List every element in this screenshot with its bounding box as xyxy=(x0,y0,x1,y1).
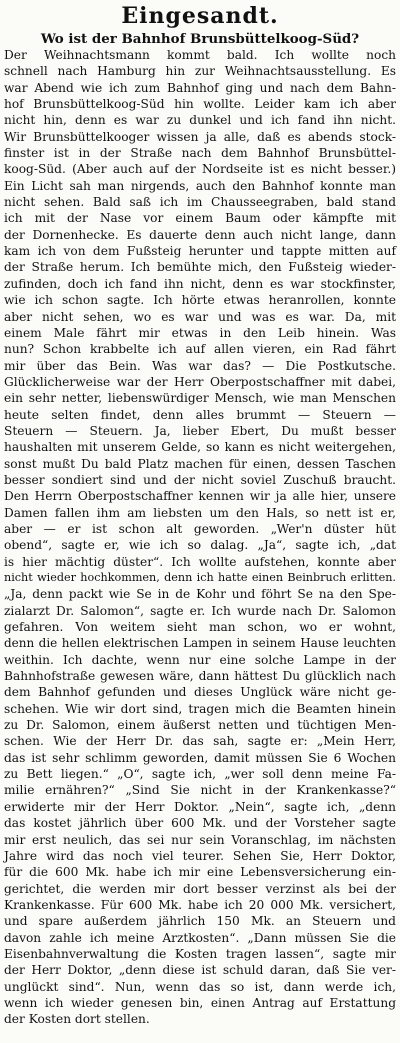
article-line: davon zahle ich meine Arztkosten“. „Dann müssen Sie die xyxy=(4,930,396,945)
article-line: mir über das Bein. Was war das? — Die Postkutsche. xyxy=(4,358,396,373)
article-line: mir erst neulich, das sei nur sein Voranschlag, im nächsten xyxy=(4,832,396,847)
article-line: das kostet jährlich über 600 Mk. und der Vorsteher sagte xyxy=(4,816,396,831)
article-line: gefahren. Von weitem sieht man schon, wo er wohnt, xyxy=(4,620,396,635)
article-line: war Abend wie ich zum Bahnhof ging und nach dem Bahn- xyxy=(4,80,396,95)
article-line: Eisenbahnverwaltung die Kosten tragen lassen“, sagte mir xyxy=(4,946,396,961)
article-line: kam ich von dem Fußsteig herunter und tappte mitten auf xyxy=(4,244,396,259)
article-line: Den Herrn Oberpostschaffner kennen wir ja alle hier, unsere xyxy=(4,489,396,504)
article-line: finster ist in der Straße nach dem Bahnhof Brunsbüttel- xyxy=(4,146,396,161)
article-line: schehen. Wie wir dort sind, tragen mich die Beamten hinein xyxy=(4,701,396,716)
article-subheading: Wo ist der Bahnhof Brunsbüttelkoog-Süd? xyxy=(40,31,360,47)
article-line: Wir Brunsbüttelkooger wissen ja alle, daß es abends stock- xyxy=(4,129,396,144)
article-line: der Straße herum. Ich bemühte mich, den Fußsteig wieder- xyxy=(4,260,396,275)
article-line: Bahnhofstraße gewesen wäre, dann hättest Du glücklich nach xyxy=(4,669,396,684)
article-line: Steuern — Steuern. Ja, lieber Ebert, Du mußt besser xyxy=(4,423,396,438)
article-line: Ein Licht sah man nirgends, auch den Bahnhof konnte man xyxy=(4,178,396,193)
article-line: Krankenkasse. Für 600 Mk. habe ich 20 000 Mk. versichert, xyxy=(4,897,396,912)
article-line: schen. Wie der Herr Dr. das sah, sagte er: „Mein Herr, xyxy=(4,734,396,749)
article-line: nicht hin, denn es war zu dunkel und ich fand ihn nicht. xyxy=(4,113,396,128)
article-line: zialarzt Dr. Salomon“, sagte er. Ich wurde nach Dr. Salomon xyxy=(4,603,396,618)
article-line: schnell nach Hamburg hin zur Weihnachtsausstellung. Es xyxy=(4,64,396,79)
article-line: ich mit der Nase vor einem Baum oder kämpfte mit xyxy=(4,211,396,226)
article-line: zufinden, doch ich fand ihn nicht, denn es war stockfinster, xyxy=(4,276,396,291)
article-line: denn die hellen elektrischen Lampen in seinem Hause leuchten xyxy=(4,636,396,651)
article-line: wenn ich wieder genesen bin, einen Antrag auf Erstattung xyxy=(4,995,396,1010)
article-line: einem Male fährt mir etwas in den Leib hinein. Was xyxy=(4,325,396,340)
article-line: gerichtet, die werden mir dort besser verzinst als bei der xyxy=(4,881,396,896)
article-line: Jahre wird das noch viel teurer. Sehen Sie, Herr Doktor, xyxy=(4,848,396,863)
article-line: unglückt sind“. Nun, wenn das so ist, dann werde ich, xyxy=(4,979,396,994)
article-line: erwiderte mir der Herr Doktor. „Nein“, sagte ich, „denn xyxy=(4,799,396,814)
article-line: nun? Schon krabbelte ich auf allen vieren, ein Rad fährt xyxy=(4,342,396,357)
article-line: nicht wieder hochkommen, denn ich hatte einen Beinbruch erlitten. xyxy=(4,571,396,584)
article-line: haushalten mit unserem Gelde, so kann es nicht weitergehen, xyxy=(4,440,396,455)
article-line: heute selten findet, denn alles brummt — Steuern — xyxy=(4,407,396,422)
article-line: das ist sehr schlimm geworden, damit müssen Sie 6 Wochen xyxy=(4,750,396,765)
article-line: zu Dr. Salomon, einem äußerst netten und tüchtigen Men- xyxy=(4,718,396,733)
article-line: milie ernähren?“ „Sind Sie nicht in der Krankenkasse?“ xyxy=(4,783,396,798)
article-line: für die 600 Mk. habe ich mir eine Lebensversicherung ein- xyxy=(4,865,396,880)
article-line: besser sondiert sind und der nicht soviel Zuschuß braucht. xyxy=(4,472,396,487)
article-line: der Kosten dort stellen. xyxy=(4,1012,150,1027)
article-line: sonst mußt Du bald Platz machen für einen, dessen Taschen xyxy=(4,456,396,471)
article-line: ein sehr netter, liebenswürdiger Mensch, wie man Menschen xyxy=(4,391,396,406)
article-line: der Dornenhecke. Es dauerte denn auch nicht lange, dann xyxy=(4,227,396,242)
article-line: der Herr Doktor, „denn diese ist schuld daran, daß Sie ver- xyxy=(4,963,396,978)
article-line: Glücklicherweise war der Herr Oberpostschaffner mit dabei, xyxy=(4,374,396,389)
article-line: „Ja, denn packt wie Se in de Kohr und föhrt Se na den Spe- xyxy=(4,587,396,602)
article-line: dem Bahnhof gefunden und dieses Unglück wäre nicht ge- xyxy=(4,685,396,700)
article-line: aber — er ist schon alt geworden. „Wer'n düster hüt xyxy=(4,521,396,536)
article-line: zu Bett liegen.“ „O“, sagte ich, „wer soll denn meine Fa- xyxy=(4,767,396,782)
article-line: Der Weihnachtsmann kommt bald. Ich wollte noch xyxy=(4,48,396,62)
article-heading: Eingesandt. xyxy=(121,3,279,29)
article-line: und spare außerdem jährlich 150 Mk. an Steuern und xyxy=(4,914,396,929)
article-line: Damen fallen ihm am liebsten um den Hals, so nett ist er, xyxy=(4,505,396,520)
article-line: hof Brunsbüttelkoog-Süd hin wollte. Leider kam ich aber xyxy=(4,97,396,112)
article-line: aber nicht sehen, wo es war und was es war. Da, mit xyxy=(4,309,396,324)
article-line: weithin. Ich dachte, wenn nur eine solche Lampe in der xyxy=(4,652,396,667)
article-line: koog-Süd. (Aber auch auf der Nordseite ist es nicht besser.) xyxy=(4,162,396,177)
article-line: obend“, sagte er, wie ich so dalag. „Ja“, sagte ich, „dat xyxy=(4,538,396,553)
article-body xyxy=(4,47,396,1028)
article-line: nicht sehen. Bald saß ich im Chausseegraben, bald stand xyxy=(4,195,396,210)
article-line: wie ich schon sagte. Ich hörte etwas heranrollen, konnte xyxy=(4,293,396,308)
article-line: is hier mächtig düster“. Ich wollte aufstehen, konnte aber xyxy=(4,554,396,569)
